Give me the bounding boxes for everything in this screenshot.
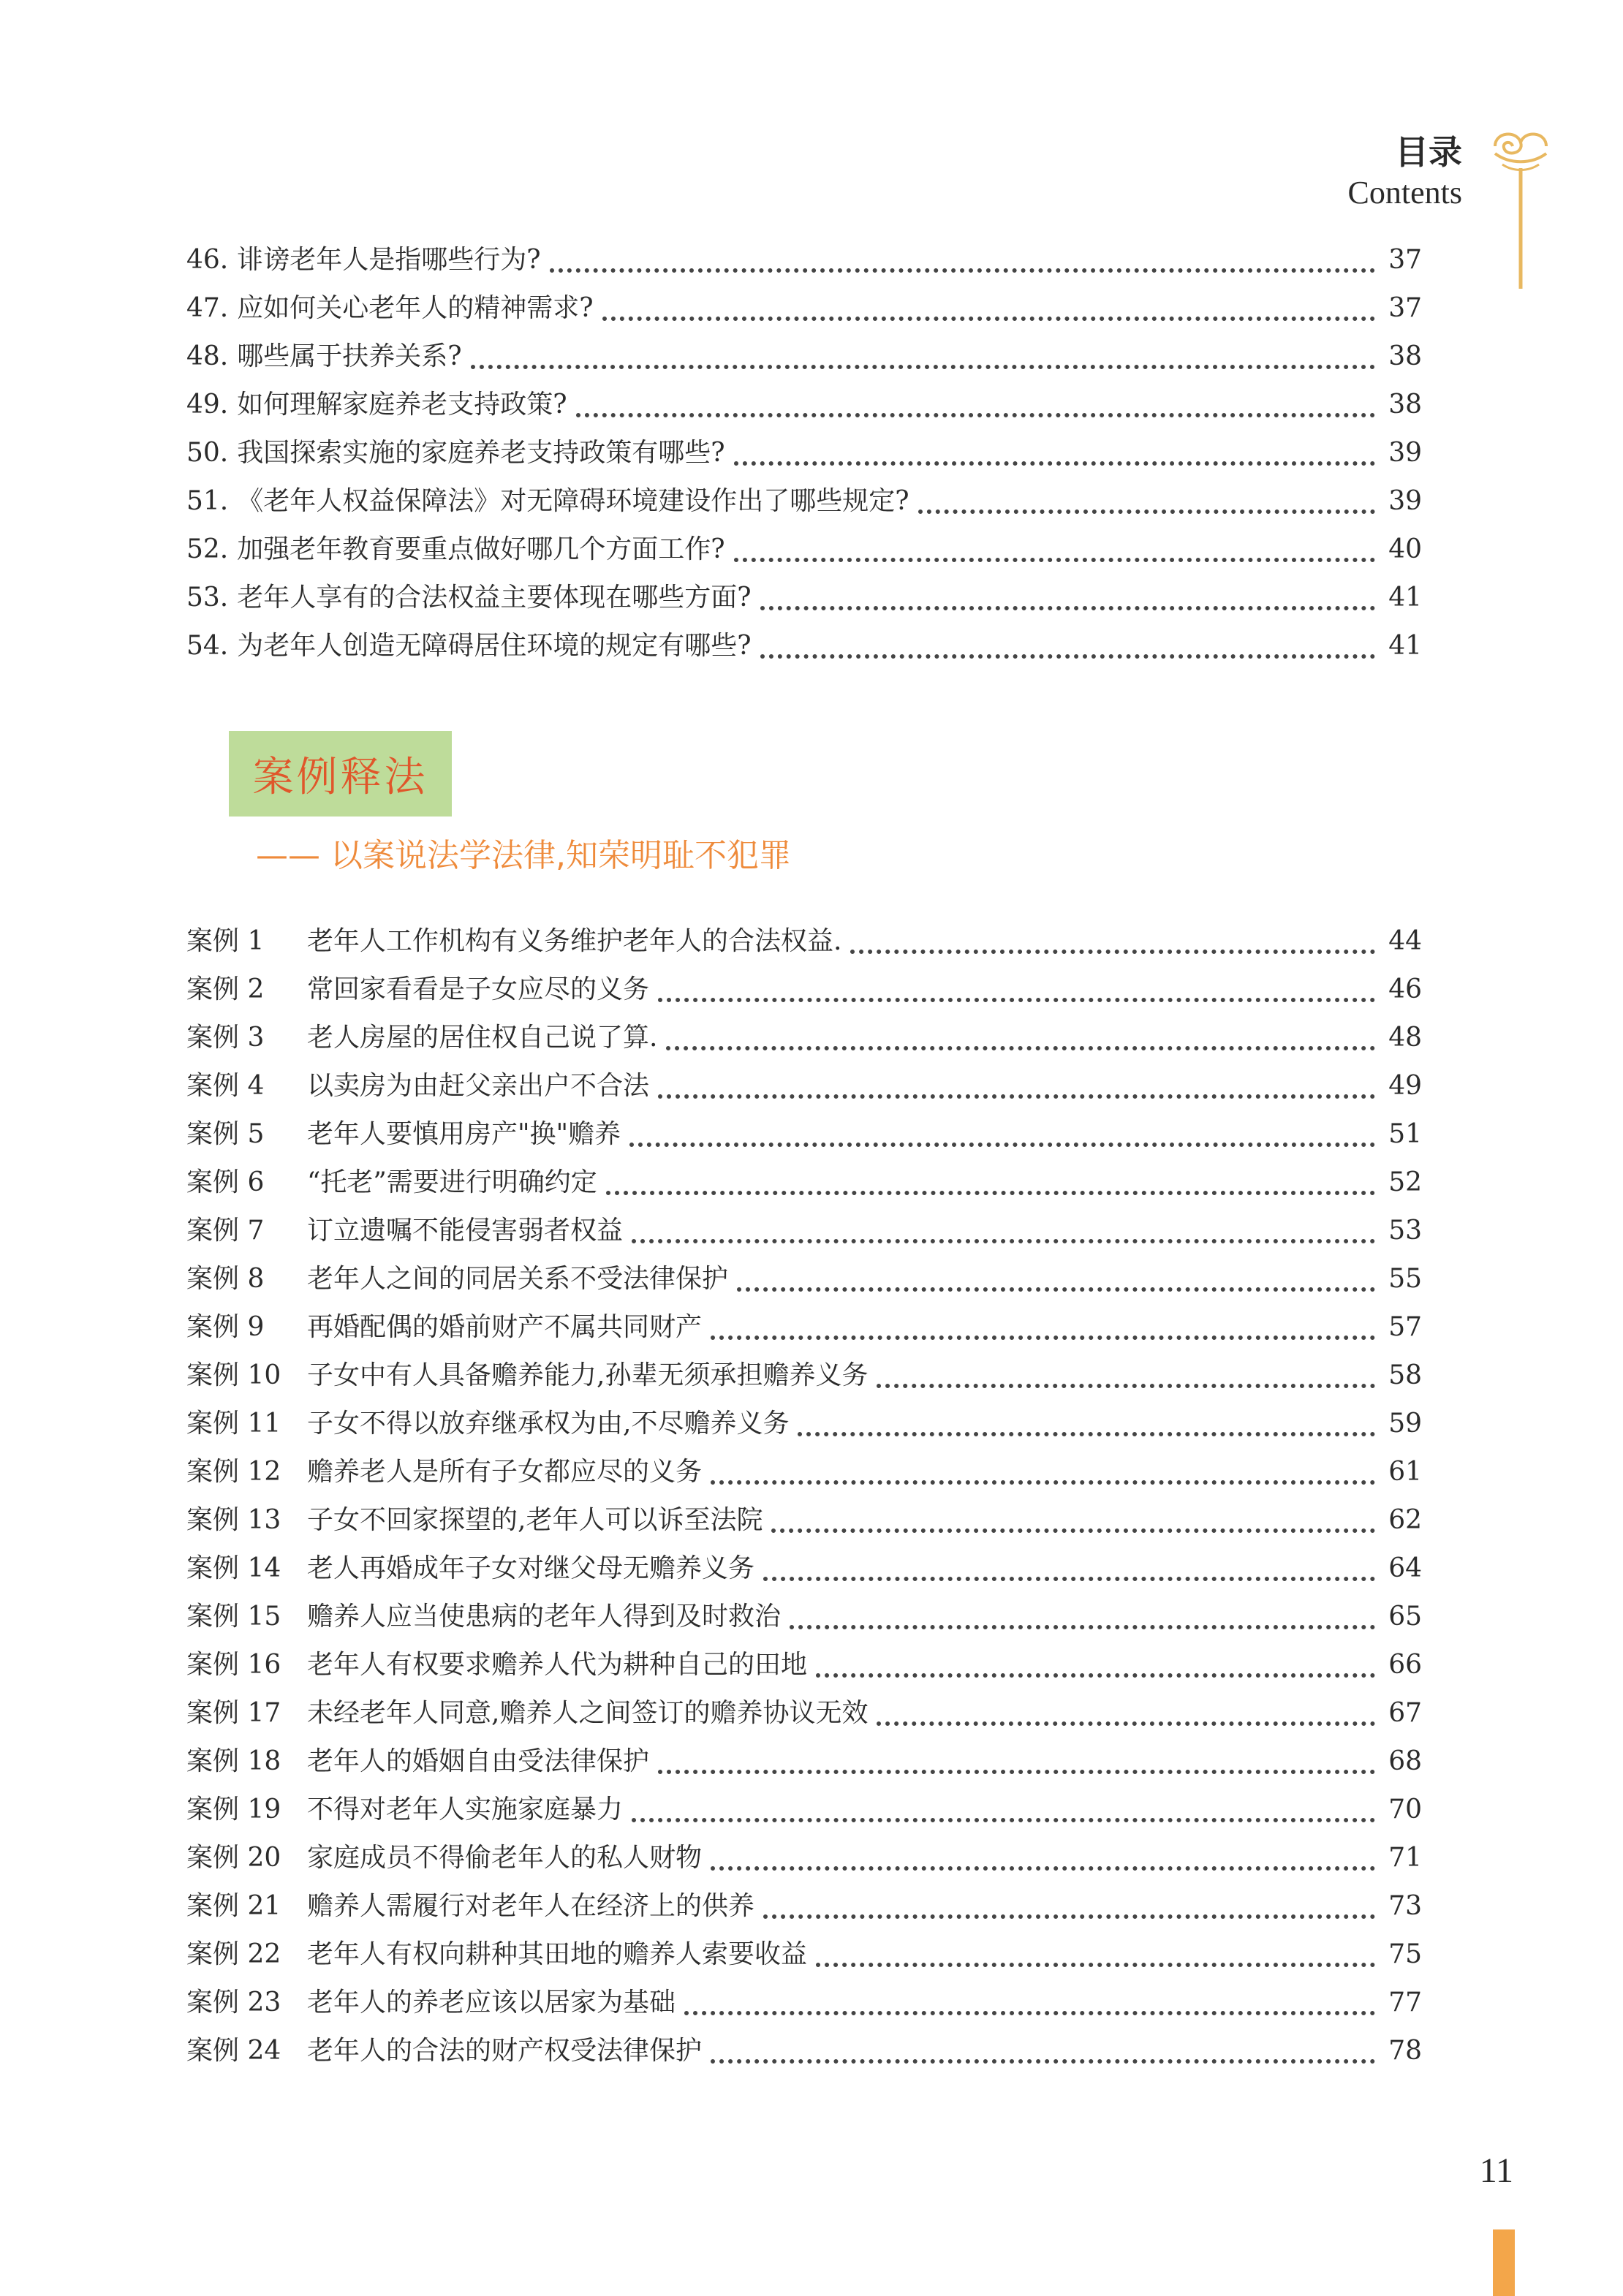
entry-page: 73 bbox=[1388, 1891, 1422, 1921]
page-number: 11 bbox=[1479, 2151, 1513, 2190]
entry-page: 38 bbox=[1388, 341, 1422, 371]
dot-leader bbox=[760, 606, 1375, 610]
entry-page: 57 bbox=[1388, 1312, 1422, 1342]
entry-number: 48. bbox=[186, 341, 229, 371]
dot-leader bbox=[711, 1480, 1375, 1485]
dot-leader bbox=[711, 2059, 1375, 2064]
section-heading-box bbox=[229, 731, 452, 817]
toc-entry[interactable] bbox=[186, 616, 1422, 664]
case-label: 案例 7 bbox=[186, 1216, 265, 1246]
entry-number: 53. bbox=[186, 583, 229, 613]
case-label: 案例 17 bbox=[186, 1698, 281, 1728]
dot-leader bbox=[711, 1866, 1375, 1871]
entry-page: 75 bbox=[1388, 1939, 1422, 1969]
entry-page: 52 bbox=[1388, 1167, 1422, 1197]
entry-page: 61 bbox=[1388, 1457, 1422, 1487]
dot-leader bbox=[918, 509, 1375, 514]
toc-entry[interactable] bbox=[186, 327, 1422, 375]
toc-entry[interactable] bbox=[186, 1056, 1422, 1105]
dot-leader bbox=[798, 1432, 1375, 1436]
entry-title: 老年人要慎用房产"换"赡养 bbox=[307, 1119, 621, 1149]
toc-entry[interactable] bbox=[186, 1780, 1422, 1828]
toc-entry[interactable] bbox=[186, 1539, 1422, 1587]
entry-title: 老年人有权向耕种其田地的赡养人索要收益 bbox=[307, 1939, 808, 1969]
case-label: 案例 2 bbox=[186, 974, 265, 1004]
entry-title: 以卖房为由赶父亲出户不合法 bbox=[307, 1071, 650, 1101]
entry-title: 老年人之间的同居关系不受法律保护 bbox=[307, 1264, 729, 1294]
entry-title: 如何理解家庭养老支持政策? bbox=[237, 390, 567, 420]
dot-leader bbox=[602, 317, 1375, 321]
dot-leader bbox=[877, 1721, 1375, 1726]
entry-title: 老年人享有的合法权益主要体现在哪些方面? bbox=[237, 583, 752, 613]
toc-entry[interactable] bbox=[186, 1490, 1422, 1539]
entry-number: 54. bbox=[186, 631, 229, 661]
case-label: 案例 19 bbox=[186, 1795, 281, 1825]
case-label: 案例 8 bbox=[186, 1264, 265, 1294]
entry-title: 哪些属于扶养关系? bbox=[237, 341, 462, 371]
case-label: 案例 3 bbox=[186, 1023, 265, 1053]
toc-entry[interactable] bbox=[186, 912, 1422, 960]
entry-title: 应如何关心老年人的精神需求? bbox=[237, 293, 594, 323]
dot-leader bbox=[790, 1625, 1375, 1629]
dot-leader bbox=[576, 413, 1375, 417]
toc-entry[interactable] bbox=[186, 1346, 1422, 1394]
entry-title: 赡养老人是所有子女都应尽的义务 bbox=[307, 1457, 703, 1487]
entry-title: 老人房屋的居住权自己说了算. bbox=[307, 1023, 658, 1053]
toc-entry[interactable] bbox=[186, 520, 1422, 568]
dot-leader bbox=[763, 1914, 1375, 1919]
toc-entry[interactable] bbox=[186, 1008, 1422, 1056]
toc-entry[interactable] bbox=[186, 471, 1422, 520]
entry-page: 51 bbox=[1388, 1119, 1422, 1149]
dot-leader bbox=[816, 1963, 1375, 1967]
case-label: 案例 1 bbox=[186, 926, 265, 956]
entry-title: 老人再婚成年子女对继父母无赡养义务 bbox=[307, 1553, 755, 1583]
dot-leader bbox=[737, 1287, 1375, 1292]
toc-questions bbox=[186, 230, 1422, 664]
dot-leader bbox=[471, 365, 1375, 369]
toc-entry[interactable] bbox=[186, 1201, 1422, 1249]
toc-entry[interactable] bbox=[186, 375, 1422, 423]
dot-leader bbox=[658, 1770, 1375, 1774]
entry-page: 62 bbox=[1388, 1505, 1422, 1535]
toc-entry[interactable] bbox=[186, 1876, 1422, 1925]
case-label: 案例 23 bbox=[186, 1988, 281, 2017]
case-label: 案例 20 bbox=[186, 1843, 281, 1873]
scroll-ornament-icon bbox=[1488, 124, 1554, 292]
case-label: 案例 12 bbox=[186, 1457, 281, 1487]
toc-cases bbox=[186, 912, 1422, 2069]
entry-page: 55 bbox=[1388, 1264, 1422, 1294]
dot-leader bbox=[666, 1046, 1375, 1050]
dot-leader bbox=[734, 461, 1375, 466]
entry-number: 51. bbox=[186, 486, 229, 516]
toc-entry[interactable] bbox=[186, 568, 1422, 616]
entry-page: 65 bbox=[1388, 1602, 1422, 1632]
entry-page: 41 bbox=[1388, 631, 1422, 661]
entry-title: 未经老年人同意,赡养人之间签订的赡养协议无效 bbox=[307, 1698, 869, 1728]
case-label: 案例 10 bbox=[186, 1360, 281, 1390]
toc-entry[interactable] bbox=[186, 279, 1422, 327]
entry-title: 《老年人权益保障法》对无障碍环境建设作出了哪些规定? bbox=[237, 486, 909, 516]
section-title: 案例释法 bbox=[252, 753, 428, 801]
entry-title: 为老年人创造无障碍居住环境的规定有哪些? bbox=[237, 631, 752, 661]
entry-title: 子女中有人具备赡养能力,孙辈无须承担赡养义务 bbox=[307, 1360, 869, 1390]
case-label: 案例 13 bbox=[186, 1505, 281, 1535]
section-subtitle: —— 以案说法学法律,知荣明耻不犯罪 bbox=[256, 837, 791, 874]
entry-title: 子女不回家探望的,老年人可以诉至法院 bbox=[307, 1505, 763, 1535]
dot-leader bbox=[632, 1239, 1375, 1243]
dot-leader bbox=[771, 1528, 1375, 1533]
dot-leader bbox=[658, 998, 1375, 1002]
toc-entry[interactable] bbox=[186, 2021, 1422, 2069]
header-title-en: Contents bbox=[1347, 175, 1462, 211]
toc-entry[interactable] bbox=[186, 1297, 1422, 1346]
dot-leader bbox=[877, 1384, 1375, 1388]
dot-leader bbox=[658, 1094, 1375, 1099]
entry-title: 常回家看看是子女应尽的义务 bbox=[307, 974, 650, 1004]
toc-entry[interactable] bbox=[186, 1394, 1422, 1442]
toc-entry[interactable] bbox=[186, 1587, 1422, 1635]
dot-leader bbox=[684, 2011, 1375, 2015]
toc-entry[interactable] bbox=[186, 1828, 1422, 1876]
dot-leader bbox=[711, 1335, 1375, 1340]
case-label: 案例 11 bbox=[186, 1409, 281, 1439]
entry-title: 老年人有权要求赡养人代为耕种自己的田地 bbox=[307, 1650, 808, 1680]
entry-number: 52. bbox=[186, 534, 229, 564]
toc-entry[interactable] bbox=[186, 1973, 1422, 2021]
entry-title: 家庭成员不得偷老年人的私人财物 bbox=[307, 1843, 703, 1873]
toc-entry[interactable] bbox=[186, 1442, 1422, 1490]
entry-page: 71 bbox=[1388, 1843, 1422, 1873]
toc-entry[interactable] bbox=[186, 230, 1422, 279]
entry-number: 47. bbox=[186, 293, 229, 323]
case-label: 案例 21 bbox=[186, 1891, 281, 1921]
entry-page: 66 bbox=[1388, 1650, 1422, 1680]
case-label: 案例 15 bbox=[186, 1602, 281, 1632]
entry-title: 诽谤老年人是指哪些行为? bbox=[237, 245, 541, 275]
toc-entry[interactable] bbox=[186, 1249, 1422, 1297]
entry-title: 赡养人应当使患病的老年人得到及时救治 bbox=[307, 1602, 782, 1632]
dot-leader bbox=[816, 1673, 1375, 1678]
entry-page: 39 bbox=[1388, 486, 1422, 516]
dot-leader bbox=[760, 654, 1375, 659]
page-header bbox=[1348, 132, 1462, 212]
case-label: 案例 14 bbox=[186, 1553, 281, 1583]
entry-title: 子女不得以放弃继承权为由,不尽赡养义务 bbox=[307, 1409, 790, 1439]
entry-title: 赡养人需履行对老年人在经济上的供养 bbox=[307, 1891, 755, 1921]
entry-number: 50. bbox=[186, 438, 229, 468]
case-label: 案例 18 bbox=[186, 1746, 281, 1776]
dot-leader bbox=[606, 1191, 1375, 1195]
entry-title: 再婚配偶的婚前财产不属共同财产 bbox=[307, 1312, 703, 1342]
entry-title: 不得对老年人实施家庭暴力 bbox=[307, 1795, 624, 1825]
entry-title: 老年人的合法的财产权受法律保护 bbox=[307, 2036, 703, 2066]
entry-page: 68 bbox=[1388, 1746, 1422, 1776]
entry-number: 46. bbox=[186, 245, 229, 275]
entry-title: “托老”需要进行明确约定 bbox=[307, 1167, 597, 1197]
entry-number: 49. bbox=[186, 390, 229, 420]
case-label: 案例 24 bbox=[186, 2036, 281, 2066]
case-label: 案例 5 bbox=[186, 1119, 265, 1149]
entry-page: 40 bbox=[1388, 534, 1422, 564]
toc-entry[interactable] bbox=[186, 1153, 1422, 1201]
toc-entry[interactable] bbox=[186, 1635, 1422, 1683]
entry-page: 58 bbox=[1388, 1360, 1422, 1390]
entry-page: 67 bbox=[1388, 1698, 1422, 1728]
toc-entry[interactable] bbox=[186, 1732, 1422, 1780]
dot-leader bbox=[550, 268, 1375, 273]
entry-page: 53 bbox=[1388, 1216, 1422, 1246]
case-label: 案例 16 bbox=[186, 1650, 281, 1680]
toc-entry[interactable] bbox=[186, 960, 1422, 1008]
page-edge-tab bbox=[1493, 2229, 1515, 2296]
entry-page: 70 bbox=[1388, 1795, 1422, 1825]
entry-page: 49 bbox=[1388, 1071, 1422, 1101]
entry-page: 37 bbox=[1388, 245, 1422, 275]
case-label: 案例 22 bbox=[186, 1939, 281, 1969]
dot-leader bbox=[632, 1818, 1375, 1822]
entry-title: 加强老年教育要重点做好哪几个方面工作? bbox=[237, 534, 725, 564]
entry-page: 78 bbox=[1388, 2036, 1422, 2066]
case-label: 案例 6 bbox=[186, 1167, 265, 1197]
entry-page: 38 bbox=[1388, 390, 1422, 420]
entry-title: 老年人的婚姻自由受法律保护 bbox=[307, 1746, 650, 1776]
entry-page: 44 bbox=[1388, 926, 1422, 956]
dot-leader bbox=[734, 558, 1375, 562]
toc-entry[interactable] bbox=[186, 423, 1422, 471]
toc-entry[interactable] bbox=[186, 1105, 1422, 1153]
entry-title: 老年人的养老应该以居家为基础 bbox=[307, 1988, 676, 2017]
entry-title: 订立遗嘱不能侵害弱者权益 bbox=[307, 1216, 624, 1246]
entry-title: 我国探索实施的家庭养老支持政策有哪些? bbox=[237, 438, 725, 468]
header-title-cn: 目录 bbox=[1395, 132, 1462, 172]
toc-entry[interactable] bbox=[186, 1925, 1422, 1973]
toc-entry[interactable] bbox=[186, 1683, 1422, 1732]
entry-page: 46 bbox=[1388, 974, 1422, 1004]
dot-leader bbox=[629, 1143, 1375, 1147]
entry-title: 老年人工作机构有义务维护老年人的合法权益. bbox=[307, 926, 842, 956]
entry-page: 59 bbox=[1388, 1409, 1422, 1439]
entry-page: 77 bbox=[1388, 1988, 1422, 2017]
entry-page: 39 bbox=[1388, 438, 1422, 468]
case-label: 案例 4 bbox=[186, 1071, 265, 1101]
entry-page: 48 bbox=[1388, 1023, 1422, 1053]
entry-page: 37 bbox=[1388, 293, 1422, 323]
case-label: 案例 9 bbox=[186, 1312, 265, 1342]
dot-leader bbox=[763, 1577, 1375, 1581]
entry-page: 41 bbox=[1388, 583, 1422, 613]
entry-page: 64 bbox=[1388, 1553, 1422, 1583]
dot-leader bbox=[850, 950, 1375, 954]
